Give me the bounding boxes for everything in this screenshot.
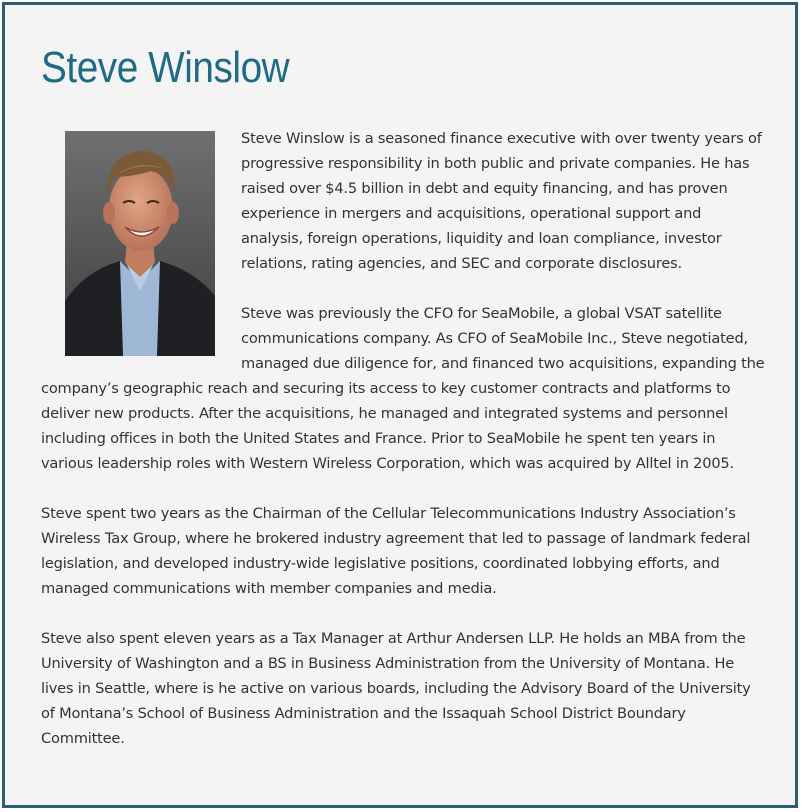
bio-paragraph: Steve spent two years as the Chairman of the Cellular Telecommunications Industry Association’s Wireless Tax Group, where he brokered industry agreement that led to passage of landmark federal legislation, and developed industry-wide legislative positions, coordinated lobbying efforts, and managed communications with member companies and media. — [41, 505, 751, 597]
bio-paragraph: Steve also spent eleven years as a Tax Manager at Arthur Andersen LLP. He holds an MBA from the University of Washington and a BS in Business Administration from the University of Montana. He lives in Seattle, where is he active on various boards, including the Advisory Board of the University of Montana’s School of Business Administration and the Issaquah School District Boundary Committee. — [41, 630, 751, 747]
bio-card — [2, 2, 798, 808]
bio-paragraph: Steve Winslow is a seasoned finance executive with over twenty years of progressive responsibility in both public and private companies. He has raised over $4.5 billion in debt and equity financing, and has proven experience in mergers and acquisitions, operational support and analysis, foreign operations, liquidity and loan compliance, investor relations, rating agencies, and SEC and corporate disclosures. — [241, 130, 762, 272]
page-title: Steve Winslow — [41, 43, 290, 92]
bio-content — [41, 126, 767, 751]
profile-photo — [65, 131, 215, 356]
person-portrait-icon — [65, 131, 215, 356]
bio-paragraph: Steve was previously the CFO for SeaMobile, a global VSAT satellite communications company. As CFO of SeaMobile Inc., Steve negotiated, managed due diligence for, and financed two acquisitions, expanding the company’s geographic reach and securing its access to key customer contracts and platforms to deliver new products. After the acquisitions, he managed and integrated systems and personnel including offices in both the United States and France. Prior to SeaMobile he spent ten years in various leadership roles with Western Wireless Corporation, which was acquired by Alltel in 2005. — [41, 305, 765, 472]
